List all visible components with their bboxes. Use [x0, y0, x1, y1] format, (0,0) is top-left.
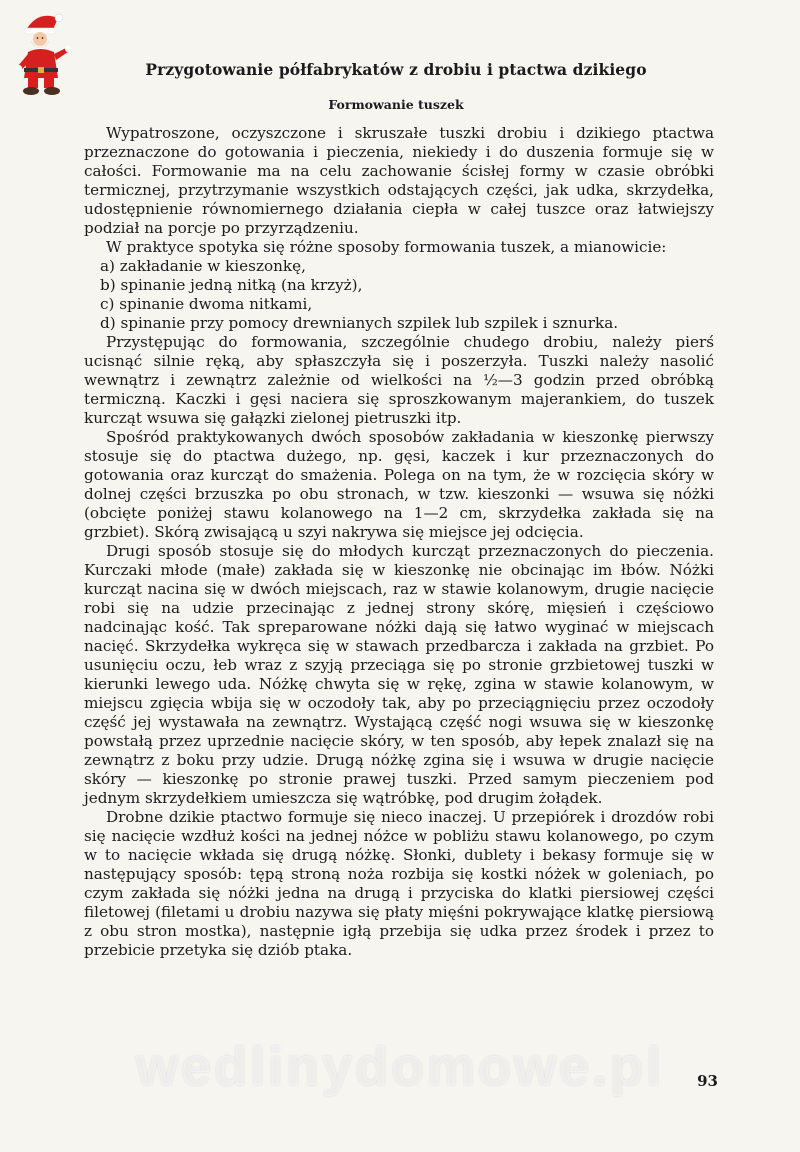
list-item: b) spinanie jedną nitką (na krzyż), [100, 276, 363, 294]
chapter-title: Przygotowanie półfabrykatów z drobiu i ptactwa dzikiego [145, 60, 647, 79]
list-item: a) zakładanie w kieszonkę, [100, 257, 306, 275]
page-number: 93 [697, 1072, 718, 1090]
paragraph-first-method: Spośród praktykowanych dwóch sposobów zakładania w kieszonkę pierwszy stosuje się do ptactwa dużego, np. gęsi, kaczek i kur przeznaczonych do gotowania oraz kurcząt do smażenia. Polega on na tym, że w rozcięcia skóry w dolnej części brzuszka po obu stronach, w tzw. kieszonki — wsuwa się nóżki (obcięte poniżej stawu kolanowego na 1—2 cm, skrzydełka zakłada się na grzbiet). Skórą zwisającą u szyi nakrywa się miejsce jej odcięcia. [84, 428, 714, 541]
santa-claus-logo [12, 8, 78, 98]
body-text [84, 124, 714, 960]
paragraph-second-method: Drugi sposób stosuje się do młodych kurcząt przeznaczonych do pieczenia. Kurczaki młode (małe) zakłada się w kieszonkę nie obcinając im łbów. Nóżki kurcząt nacina się w dwóch miejscach, raz w stawie kolanowym, drugie nacięcie robi się na udzie przecinając z jednej strony skórę, mięsień i częściowo nadcinając kość. Tak spreparowane nóżki dają się łatwo wyginać w miejscach nacięć. Skrzydełka wykręca się w stawach przedbarcza i zakłada na grzbiet. Po usunięciu oczu, łeb wraz z szyją przeciąga się po stronie grzbietowej tuszki w kierunki lewego uda. Nóżkę chwyta się w rękę, zgina w stawie kolanowym, w miejscu zgięcia wbija się w oczodoły tak, aby po przeciągnięciu przez oczodoły część jej wystawała na zewnątrz. Wystającą część nogi wsuwa się w kieszonkę powstałą przez uprzednie nacięcie skóry, w ten sposób, aby łepek znalazł się na zewnątrz z boku przy udzie. Drugą nóżkę zgina się i wsuwa w drugie nacięcie skóry — kieszonkę po stronie prawej tuszki. Przed samym pieczeniem pod jednym skrzydełkiem umieszcza się wątróbkę, pod drugim żołądek. [84, 542, 714, 807]
watermark-text: wedlinydomowe.pl [135, 1037, 665, 1097]
list-item: c) spinanie dwoma nitkami, [100, 295, 313, 313]
paragraph-intro: Wypatroszone, oczyszczone i skruszałe tuszki drobiu i dzikiego ptactwa przeznaczone do gotowania i pieczenia, niekiedy i do duszenia formuje się w całości. Formowanie ma na celu zachowanie ścisłej formy w czasie obróbki termicznej, przytrzymanie wszystkich odstających części, jak udka, skrzydełka, udostępnienie równomiernego działania ciepła w całej tuszce oraz łatwiejszy podział na porcje po przyrządzeniu. [84, 124, 714, 237]
section-subtitle: Formowanie tuszek [328, 97, 464, 112]
paragraph-methods: W praktyce spotyka się różne sposoby formowania tuszek, a mianowicie: [106, 238, 667, 256]
list-item: d) spinanie przy pomocy drewnianych szpilek lub szpilek i sznurka. [100, 314, 619, 332]
paragraph-small-game: Drobne dzikie ptactwo formuje się nieco inaczej. U przepiórek i drozdów robi się nacięcie wzdłuż kości na jednej nóżce w pobliżu stawu kolanowego, po czym w to nacięcie wkłada się drugą nóżkę. Słonki, dublety i bekasy formuje się w następujący sposób: tępą stroną noża rozbija się kostki nóżek w goleniach, po czym zakłada się nóżki jedna na drugą i przyciska do klatki piersiowej części filetowej (filetami u drobiu nazywa się płaty mięśni pokrywające klatkę piersiową z obu stron mostka), następnie igłą przebija się udka przez środek i przez to przebicie przetyka się dziób ptaka. [84, 808, 714, 959]
paragraph-preparation: Przystępując do formowania, szczególnie chudego drobiu, należy pierś ucisnąć silnie ręką, aby spłaszczyła się i poszerzyła. Tuszki należy nasolić wewnątrz i zewnątrz zależnie od wielkości na ½—3 godzin przed obróbką termiczną. Kaczki i gęsi naciera się sproszkowanym majerankiem, do tuszek kurcząt wsuwa się gałązki zielonej pietruszki itp. [84, 333, 714, 427]
